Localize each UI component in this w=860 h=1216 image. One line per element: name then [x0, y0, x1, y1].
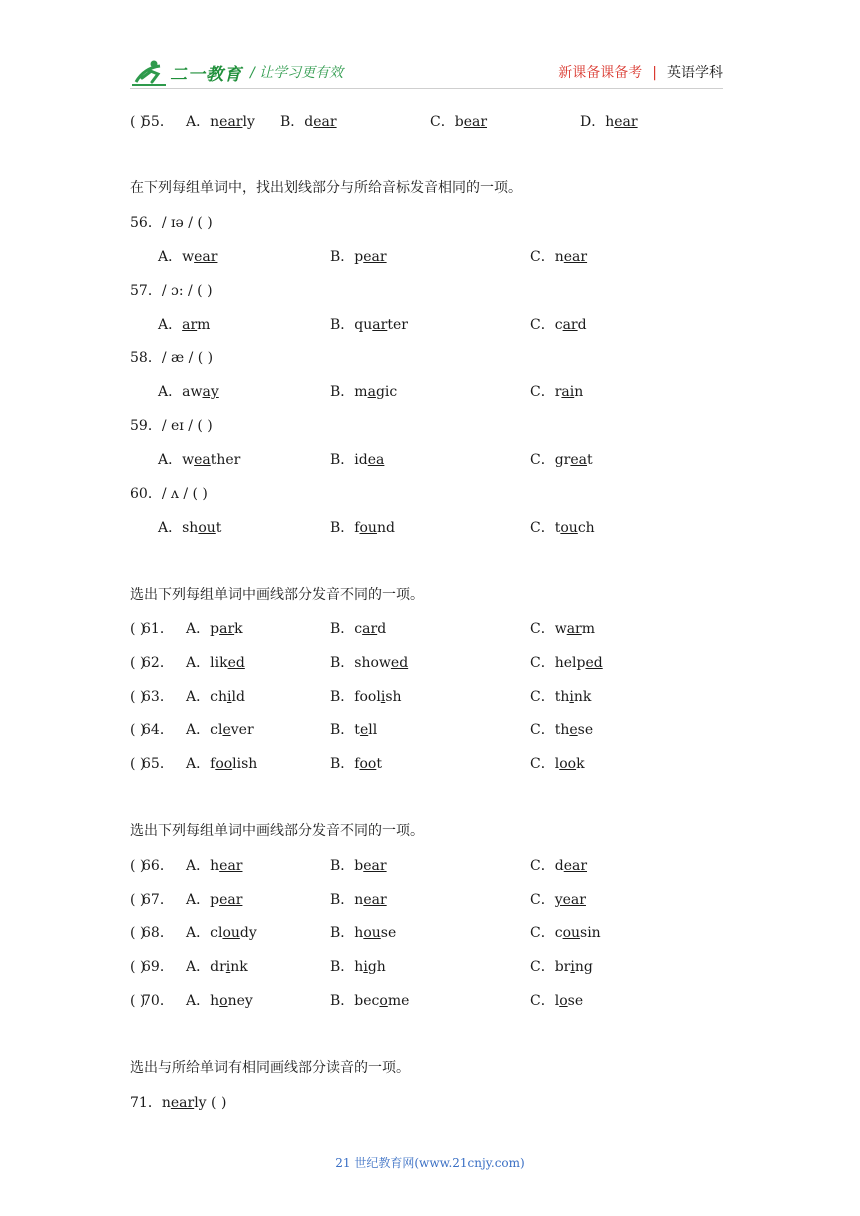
option-b: B．house — [330, 925, 397, 941]
option-b: B．showed — [330, 655, 409, 671]
header-separator: | — [652, 65, 657, 81]
page-header — [0, 0, 860, 100]
option-a: A．foolish — [186, 756, 258, 772]
option-b: B．dear — [280, 114, 337, 130]
option-a: A．liked — [186, 655, 245, 671]
option-d: D．hear — [580, 114, 638, 130]
option-b: B．high — [330, 959, 386, 975]
option-c: C．rain — [530, 384, 584, 400]
option-c: C．think — [530, 689, 592, 705]
question-number: 55． — [142, 114, 174, 130]
section-instruction-3: 选出下列每组单词中画线部分发音不同的一项。 — [130, 823, 424, 839]
option-c: C．lose — [530, 993, 584, 1009]
option-c: C．card — [530, 317, 587, 333]
option-a: A．nearly — [186, 114, 255, 130]
option-b: B．become — [330, 993, 410, 1009]
option-c: C．bring — [530, 959, 593, 975]
option-a: A．child — [186, 689, 245, 705]
header-divider — [130, 88, 723, 89]
slogan: / 让学习更有效 — [250, 65, 344, 81]
page-footer: 21 世纪教育网(www.21cnjy.com) — [335, 1156, 525, 1170]
option-b: B．card — [330, 621, 387, 637]
option-b: B．bear — [330, 858, 387, 874]
option-c: C．these — [530, 722, 594, 738]
option-c: C．touch — [530, 520, 595, 536]
option-b: B．found — [330, 520, 395, 536]
option-c: C．great — [530, 452, 593, 468]
option-a: A．weather — [158, 452, 241, 468]
option-b: B．magic — [330, 384, 398, 400]
option-c: C．look — [530, 756, 585, 772]
option-a: A．wear — [158, 249, 218, 265]
option-a: A．shout — [158, 520, 222, 536]
option-b: B．pear — [330, 249, 387, 265]
section-instruction-2: 选出下列每组单词中画线部分发音不同的一项。 — [130, 587, 424, 603]
option-c: C．cousin — [530, 925, 601, 941]
header-course-label: 新课备课备考 — [558, 65, 643, 81]
option-b: B．near — [330, 892, 387, 908]
option-a: A．arm — [158, 317, 211, 333]
header-right — [558, 62, 723, 82]
logo-text: 二一教育 — [170, 65, 242, 85]
option-b: B．quarter — [330, 317, 408, 333]
option-b: B．tell — [330, 722, 378, 738]
option-b: B．idea — [330, 452, 385, 468]
option-c: C．bear — [430, 114, 488, 130]
option-a: A．park — [186, 621, 243, 637]
option-b: B．foot — [330, 756, 382, 772]
header-subject: 英语学科 — [667, 65, 723, 81]
option-b: B．foolish — [330, 689, 402, 705]
option-a: A．honey — [186, 993, 253, 1009]
section-instruction-1: 在下列每组单词中，找出划线部分与所给音标发音相同的一项。 — [130, 180, 522, 196]
option-c: C．helped — [530, 655, 603, 671]
option-c: C．year — [530, 892, 586, 908]
section-instruction-4: 选出与所给单词有相同画线部分读音的一项。 — [130, 1060, 410, 1076]
option-a: A．pear — [186, 892, 243, 908]
option-a: A．cloudy — [186, 925, 257, 941]
answer-blank: ( ) — [130, 114, 146, 130]
option-a: A．hear — [186, 858, 243, 874]
option-c: C．near — [530, 249, 588, 265]
option-a: A．drink — [186, 959, 248, 975]
option-a: A．clever — [186, 722, 254, 738]
option-c: C．dear — [530, 858, 588, 874]
option-a: A．away — [158, 384, 219, 400]
option-c: C．warm — [530, 621, 596, 637]
